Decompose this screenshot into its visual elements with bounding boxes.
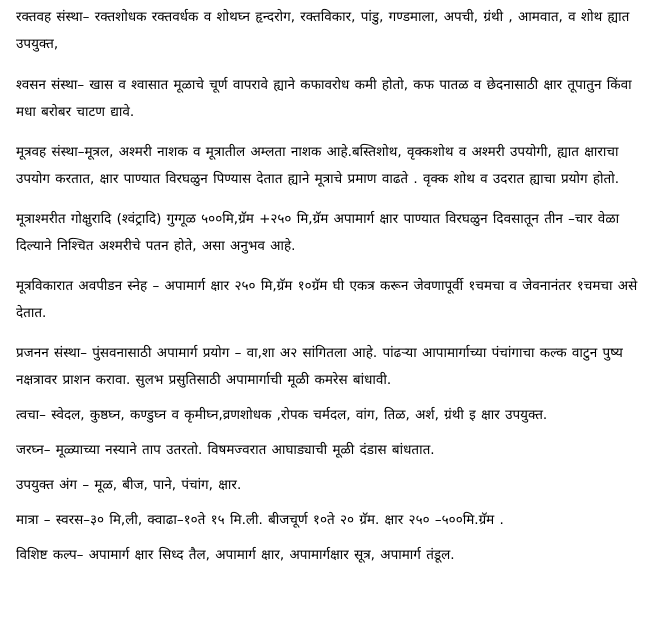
paragraph-mutrashmari: मूत्राश्मरीत गोक्षुरादि (श्वंट्रादि) गुग्गूळ ५००मि,ग्रॅम +२५० मि,ग्रॅम अपामार्ग क्षार पाण्यात विरघळुन दिवसातून तीन –चार वेळा दिल्याने निश्चित अश्मरीचे पतन होते, असा अनुभव आहे.	[16, 211, 620, 254]
paragraph-mutravaha: मूत्रवह संस्था–मूत्रल, अश्मरी नाशक व मूत्रातील अम्लता नाशक आहे.बस्तिशोथ, वृक्कशोथ व अश्मरी उपयोगी, ह्यात क्षाराचा उपयोग करतात, क्षार पाण्यात विरघळुन पिण्यास देतात ह्याने मूत्राचे प्रमाण वाढते . वृक्क शोथ व उदरात ह्याचा प्रयोग होतो.	[16, 144, 620, 187]
paragraph-vishishta-kalpa: विशिष्ट कल्प– अपामार्ग क्षार सिध्द तैल, अपामार्ग क्षार, अपामार्गक्षार सूत्र, अपामार्ग तंडूल.	[16, 547, 455, 563]
paragraph-twacha: त्वचा– स्वेदल, कुष्ठघ्न, कण्डुघ्न व कृमीघ्न,व्रणशोधक ,रोपक चर्मदल, वांग, तिळ, अर्श, ग्रंथी इ क्षार उपयुक्त.	[16, 407, 548, 423]
paragraph-upayukta-ang: उपयुक्त अंग – मूळ, बीज, पाने, पंचांग, क्षार.	[16, 477, 242, 493]
document-body	[16, 4, 656, 569]
paragraph-matra: मात्रा – स्वरस–३० मि,ली, क्वाढा–१०ते १५ मि.ली. बीजचूर्ण १०ते २० ग्रॅम. क्षार २५० –५००मि.ग्रॅम .	[16, 512, 504, 528]
paragraph-shwasan: श्वसन संस्था– खास व श्वासात मूळाचे चूर्ण वापरावे ह्याने कफावरोध कमी होतो, कफ पातळ व छेदनासाठी क्षार तूपातुन किंवा मधा बरोबर चाटण द्यावे.	[16, 77, 632, 120]
paragraph-jwaraghna: जरघ्न– मूळ्याच्या नस्याने ताप उतरतो. विषमज्वरात आघाड्याची मूळी दंडास बांधतात.	[16, 442, 435, 458]
paragraph-raktavaha: रक्तवह संस्था– रक्तशोधक रक्तवर्धक व शोथघ्न हृन्दरोग, रक्तविकार, पांडु, गण्डमाला, अपची, ग्रंथी , आमवात, व शोथ ह्यात उपयुक्त,	[16, 9, 630, 52]
paragraph-prajanan: प्रजनन संस्था– पुंसवनासाठी अपामार्ग प्रयोग – वा,शा अ२ सांगितला आहे. पांढऱ्या आपामार्गाच्या पंचांगाचा कल्क वाटुन पुष्य नक्षत्रावर प्राशन करावा. सुलभ प्रसुतिसाठी अपामार्गाची मूळी कमरेस बांधावी.	[16, 345, 623, 388]
paragraph-mutravikar: मूत्रविकारात अवपीडन स्नेह – अपामार्ग क्षार २५० मि,ग्रॅम १०ग्रॅम घी एकत्र करून जेवणापूर्वी १चमचा व जेवनानंतर १चमचा असे देतात.	[16, 278, 638, 321]
